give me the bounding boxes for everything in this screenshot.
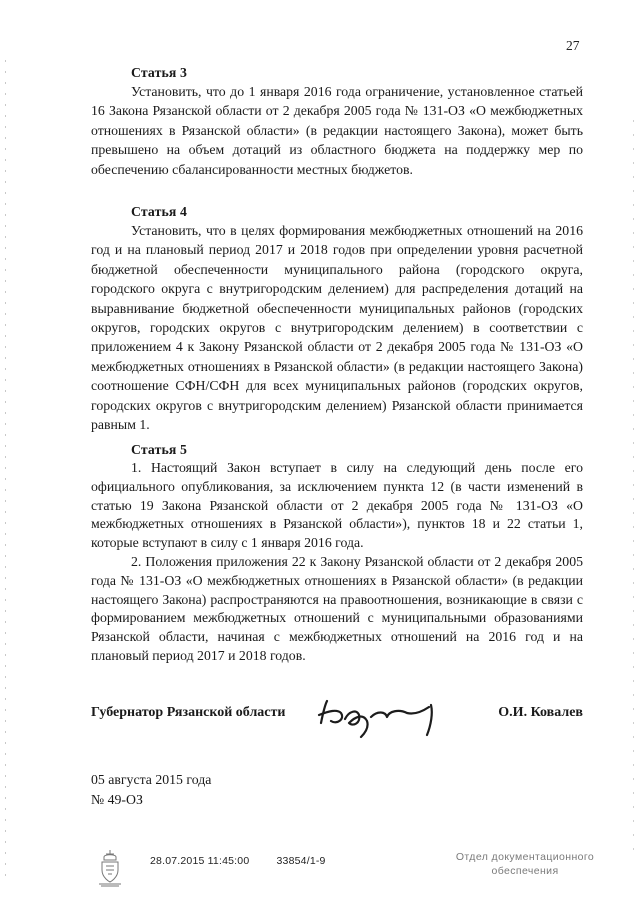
article-paragraph: 1. Настоящий Закон вступает в силу на следующий день после его официального опубликования, за исключением пункта 12 (в части изменений в статью 19 Закона Рязанской области от 2 декабря 2005 года № 131-ОЗ «О межбюджетных отношениях в Рязанской области»), пунктов 18 и 22 статьи 1, которые вступают в силу с 1 января 2016 года. [91, 460, 583, 551]
department-line: обеспечения [491, 865, 559, 877]
signature-block [91, 705, 583, 729]
footer-doc-code: 33854/1-9 [276, 855, 326, 867]
department-stamp [440, 850, 610, 878]
scan-margin-left [4, 0, 7, 905]
law-date: 05 августа 2015 года [91, 772, 212, 787]
article-heading: Статья 5 [131, 442, 187, 457]
article-5 [91, 440, 583, 666]
law-date-block [91, 770, 211, 810]
page-number: 27 [566, 38, 580, 53]
signatory-name: О.И. Ковалев [498, 705, 583, 720]
article-heading: Статья 3 [131, 65, 187, 80]
footer-timestamp: 28.07.2015 11:45:00 [150, 855, 250, 867]
footer-stamp [150, 855, 350, 867]
article-4 [91, 202, 583, 434]
signatory-title: Губернатор Рязанской области [91, 705, 286, 720]
article-paragraph: 2. Положения приложения 22 к Закону Рязанской области от 2 декабря 2005 года № 131-ОЗ «О межбюджетных отношениях в Рязанской области» (в редакции настоящего Закона) распространяются на правоотношения, возникающие в связи с формированием межбюджетных отношений с муниципальными образованиями Рязанской области, начиная с межбюджетных отношений на 2016 год и на плановый период 2017 и 2018 годов. [91, 553, 583, 663]
article-heading: Статья 4 [131, 204, 187, 219]
coat-of-arms-icon [96, 848, 124, 888]
article-3 [91, 63, 583, 179]
law-number: № 49-ОЗ [91, 792, 143, 807]
article-paragraph: Установить, что до 1 января 2016 года ограничение, установленное статьей 16 Закона Рязанской области от 2 декабря 2005 года № 131-ОЗ «О межбюджетных отношениях в Рязанской области» (в редакции настоящего Закона), может быть превышено на объем дотаций из областного бюджета на поддержку мер по обеспечению сбалансированности местных бюджетов. [91, 84, 583, 177]
department-line: Отдел документационного [455, 851, 595, 863]
scan-margin-right [632, 0, 635, 905]
handwritten-signature [315, 693, 465, 739]
article-paragraph: Установить, что в целях формирования межбюджетных отношений на 2016 год и на плановый период 2017 и 2018 годов при определении уровня расчетной бюджетной обеспеченности муниципального района (городского округа, городского округа с внутригородским делением) для распределения дотаций на выравнивание бюджетной обеспеченности муниципальных районов (городских округов, городских округов с внутригородским делением) в соответствии с приложением 4 к Закону Рязанской области от 2 декабря 2005 года № 131-ОЗ «О межбюджетных отношениях в Рязанской области» (в редакции настоящего Закона) соотношение СФН/СФН для всех муниципальных районов (городских округов, городских округов с внутригородским делением) Рязанской области принимается равным 1. [91, 223, 583, 433]
